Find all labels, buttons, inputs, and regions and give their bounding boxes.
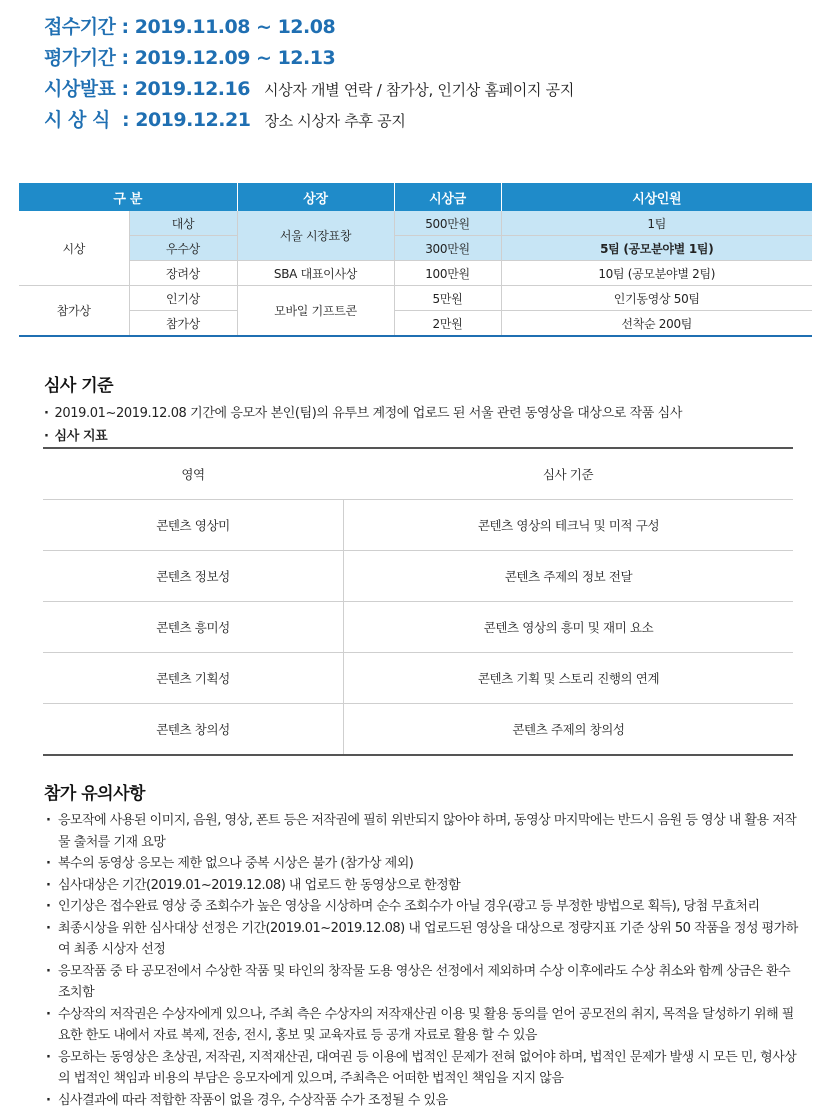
criteria-row	[43, 602, 793, 653]
header-category: 구 분	[19, 183, 237, 211]
prize-row	[19, 211, 812, 236]
note-item: · 복수의 동영상 응모는 제한 없으나 중복 시상은 불가 (참가상 제외)	[44, 853, 804, 875]
prize-count: 5팀 (공모분야별 1팀)	[501, 236, 812, 261]
prize-count: 인기동영상 50팀	[501, 286, 812, 311]
schedule-key: 접수기간 : 2019.11.08 ~ 12.08	[44, 16, 336, 38]
prize-header-row	[19, 183, 812, 211]
header-certificate: 상장	[237, 183, 394, 211]
prize-count: 선착순 200팀	[501, 311, 812, 337]
group-award: 시상	[19, 211, 129, 286]
criteria-standard: 콘텐츠 영상의 흥미 및 재미 요소	[483, 620, 654, 635]
prize-row	[19, 261, 812, 286]
schedule-row	[44, 74, 574, 105]
note-item: · 수상작의 저작권은 수상자에게 있으나, 주최 측은 수상자의 저작재산권 이용 및 활용 동의를 얻어 공모전의 취지, 목적을 달성하기 위해 필요한 한도 내에서 자료 복제, 전송, 전시, 홍보 및 교육자료 등 공개 자료로 활용 할 수 있음	[44, 1004, 804, 1047]
criteria-area: 콘텐츠 창의성	[43, 704, 344, 754]
criteria-header-standard: 심사 기준	[542, 467, 594, 482]
schedule-row	[44, 43, 574, 74]
notes-heading: 참가 유의사항	[44, 784, 145, 804]
criteria-header-row	[43, 449, 793, 500]
criteria-standard: 콘텐츠 기획 및 스토리 진행의 연계	[477, 671, 660, 686]
schedule-key: 시 상 식 : 2019.12.21	[44, 109, 251, 131]
criteria-area: 콘텐츠 정보성	[43, 551, 344, 601]
prize-type: 참가상	[129, 311, 237, 337]
criteria-line	[44, 402, 682, 421]
prize-row	[19, 311, 812, 337]
criteria-row	[43, 500, 793, 551]
prize-certificate: 모바일 기프트콘	[237, 286, 394, 337]
criteria-table	[43, 447, 793, 756]
criteria-row	[43, 704, 793, 754]
note-item: · 심사대상은 기간(2019.01~2019.12.08) 내 업로드 한 동영상으로 한정함	[44, 875, 804, 897]
prize-count: 1팀	[501, 211, 812, 236]
header-prize-money: 시상금	[394, 183, 501, 211]
criteria-subheading	[44, 425, 107, 444]
prize-money: 500만원	[394, 211, 501, 236]
schedule-key: 시상발표 : 2019.12.16	[44, 78, 250, 100]
prize-money: 2만원	[394, 311, 501, 337]
prize-count: 10팀 (공모분야별 2팀)	[501, 261, 812, 286]
schedule-note: 장소 시상자 추후 공지	[264, 112, 406, 130]
criteria-area: 콘텐츠 기획성	[43, 653, 344, 703]
criteria-standard: 콘텐츠 영상의 테크닉 및 미적 구성	[477, 518, 660, 533]
note-item: · 응모하는 동영상은 초상권, 저작권, 지적재산권, 대여권 등 이용에 법적인 문제가 전혀 없어야 하며, 법적인 문제가 발생 시 모든 민, 형사상의 법적인 책임과 비용의 부담은 응모자에게 있으며, 주최측은 어떠한 법적인 책임을 지지 않음	[44, 1047, 804, 1090]
note-item: · 인기상은 접수완료 영상 중 조회수가 높은 영상을 시상하며 순수 조회수가 아닐 경우(광고 등 부정한 방법으로 획득), 당첨 무효처리	[44, 896, 804, 918]
prize-money: 5만원	[394, 286, 501, 311]
criteria-standard: 콘텐츠 주제의 창의성	[512, 722, 625, 737]
prize-table	[19, 183, 812, 337]
prize-row	[19, 286, 812, 311]
criteria-header-area: 영역	[181, 467, 205, 482]
criteria-standard: 콘텐츠 주제의 정보 전달	[504, 569, 633, 584]
notes-list	[44, 810, 804, 1111]
criteria-heading: 심사 기준	[44, 376, 114, 396]
prize-type: 장려상	[129, 261, 237, 286]
criteria-row	[43, 653, 793, 704]
criteria-area: 콘텐츠 영상미	[43, 500, 344, 550]
prize-money: 100만원	[394, 261, 501, 286]
note-item: · 최종시상을 위한 심사대상 선정은 기간(2019.01~2019.12.08) 내 업로드된 영상을 대상으로 정량지표 기준 상위 50 작품을 정성 평가하여 최종 시상자 선정	[44, 918, 804, 961]
prize-row	[19, 236, 812, 261]
bullet: ·	[44, 406, 49, 421]
criteria-text: 2019.01~2019.12.08 기간에 응모자 본인(팀)의 유투브 계정에 업로드 된 서울 관련 동영상을 대상으로 작품 심사	[54, 406, 682, 421]
group-participation: 참가상	[19, 286, 129, 337]
criteria-subtitle: 심사 지표	[54, 429, 108, 444]
prize-type: 우수상	[129, 236, 237, 261]
prize-certificate: SBA 대표이사상	[237, 261, 394, 286]
note-item: · 응모작품 중 타 공모전에서 수상한 작품 및 타인의 창작물 도용 영상은 선정에서 제외하며 수상 이후에라도 수상 취소와 함께 상금은 환수 조치함	[44, 961, 804, 1004]
schedule-block	[44, 12, 574, 136]
schedule-key: 평가기간 : 2019.12.09 ~ 12.13	[44, 47, 336, 69]
note-item: · 심사결과에 따라 적합한 작품이 없을 경우, 수상작품 수가 조정될 수 있음	[44, 1090, 804, 1112]
prize-certificate: 서울 시장표창	[237, 211, 394, 261]
criteria-area: 콘텐츠 흥미성	[43, 602, 344, 652]
schedule-row	[44, 105, 574, 136]
criteria-row	[43, 551, 793, 602]
bullet: ·	[44, 429, 49, 444]
prize-money: 300만원	[394, 236, 501, 261]
header-winner-count: 시상인원	[501, 183, 812, 211]
schedule-note: 시상자 개별 연락 / 참가상, 인기상 홈페이지 공지	[263, 81, 575, 99]
schedule-row	[44, 12, 574, 43]
note-item: · 응모작에 사용된 이미지, 음원, 영상, 폰트 등은 저작권에 필히 위반되지 않아야 하며, 동영상 마지막에는 반드시 음원 등 영상 내 활용 저작물 출처를 기재 요망	[44, 810, 804, 853]
prize-type: 대상	[129, 211, 237, 236]
prize-type: 인기상	[129, 286, 237, 311]
